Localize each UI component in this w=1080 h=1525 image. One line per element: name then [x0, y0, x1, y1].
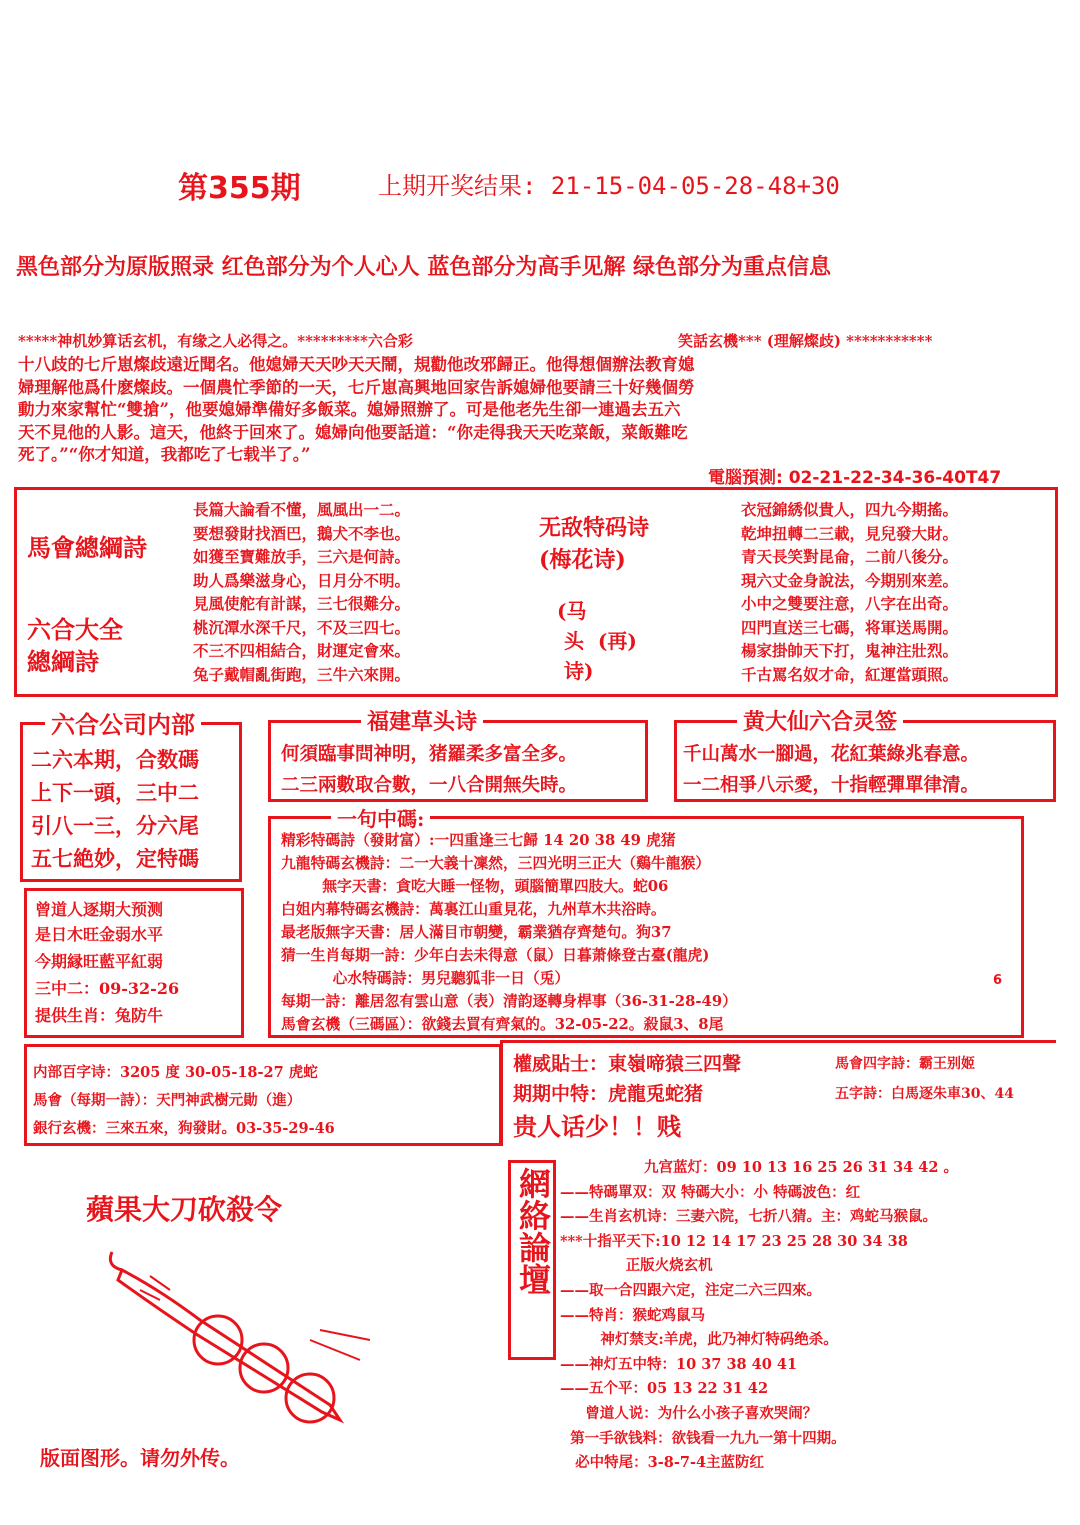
- one-line-lines: [281, 829, 737, 1036]
- one-line-item: 馬會玄機（三碼區）：欲錢去買有齊氣的。32-05-22。殺鼠3、8尾: [281, 1016, 724, 1033]
- knife-illustration-icon: [100, 1240, 400, 1430]
- zeng-line: 提供生肖：兔防牛: [35, 1006, 164, 1025]
- poem-right-line: 四門直送三七碼，将軍送馬開。: [741, 617, 959, 637]
- poem-right-line: 衣冠錦綉似貴人，四九今期搖。: [741, 500, 959, 519]
- computer-prediction: 電腦預測: 02-21-22-34-36-40T47: [708, 468, 1002, 488]
- wongtaisin-line: 千山萬水一腳過，花紅葉綠兆春意。: [683, 744, 980, 765]
- one-line-item: 無字天書：貪吃大睡一怪物，頭腦簡單四肢大。蛇06: [281, 878, 669, 895]
- poem-right: [741, 498, 958, 686]
- zeng-box: [24, 888, 244, 1038]
- one-line-item: 每期一詩：離居忽有雲山意（表）清韵逐轉身桿事（36-31-28-49）: [281, 993, 737, 1010]
- company-line: 二六本期，合数碼: [31, 747, 199, 772]
- poem-right-line: 小中之雙要注意，八字在出奇。: [741, 594, 959, 613]
- bottom-left-line: 内部百字诗：3205 度 30-05-18-27 虎蛇: [33, 1064, 318, 1081]
- poem-box-main: [14, 487, 1058, 697]
- one-line-item: 白姐内幕特碼玄機詩：萬裏江山重見花，九州草木共浴時。: [281, 901, 666, 918]
- one-line-title: 一句中碼:: [331, 803, 430, 832]
- wongtaisin-line: 一二相爭八示愛，十指輕彈單律清。: [683, 775, 980, 796]
- bottom-left-lines: [33, 1059, 335, 1143]
- poem-left: [193, 498, 410, 686]
- forum-line: 九宫蓝灯：09 10 13 16 25 26 31 34 42 。: [644, 1159, 959, 1176]
- company-line: 上下一頭，三中二: [31, 780, 199, 805]
- forum-line: 第一手欲钱料：欲钱看一九九一第十四期。: [560, 1429, 846, 1447]
- authority-tip: 權威貼士：東嶺啼猿三四聲: [513, 1053, 742, 1075]
- poem-label-liuhe: 六合大全 總綱詩: [27, 615, 123, 676]
- poem-left-line: 助人爲樂滋身心，日月分不明。: [193, 570, 411, 590]
- poem-left-line: 要想發財找酒巴，鵝犬不李也。: [193, 523, 411, 543]
- company-box: [20, 710, 242, 882]
- story-body: [18, 354, 695, 467]
- one-line-item: 猜一生肖每期一詩：少年白去未得意（鼠）日暮萧條登古臺(龍虎): [281, 947, 710, 964]
- bottom-left-line: 銀行玄機：三來五來，狗發財。03-35-29-46: [33, 1120, 335, 1137]
- four-char-poem: 馬會四字詩：霸王别姬: [835, 1056, 975, 1072]
- forum-line: ***十指平天下:10 12 14 17 23 25 28 30 34 38: [560, 1232, 908, 1250]
- one-line-item: 心水特碼詩：男兒聽狐非一日（兎）: [281, 970, 570, 987]
- zeng-title: 曾道人逐期大预测: [35, 900, 164, 919]
- forum-badge-text: 網絡論壇: [514, 1167, 552, 1295]
- zeng-line: 是日木旺金弱水平: [35, 925, 164, 944]
- zeng-line: 今期縁旺藍平紅弱: [35, 952, 164, 971]
- fujian-box: [268, 709, 648, 802]
- last-result: 上期开奖结果: 21-15-04-05-28-48+30: [378, 172, 840, 200]
- one-line-side-number: 6: [993, 973, 1003, 988]
- story-title-left: *****神机妙算话玄机，有缘之人必得之。*********六合彩: [18, 332, 413, 350]
- poem-left-line: 見風使舵有計謀，三七很難分。: [193, 594, 411, 613]
- poem-left-line: 兔子戴帽亂街跑，三牛六來開。: [193, 664, 411, 684]
- forum-line: 正版火烧玄机: [560, 1257, 713, 1275]
- poem-left-line: 長篇大論看不懂，風風出一二。: [193, 500, 411, 519]
- bottom-left-box: [24, 1044, 502, 1146]
- fujian-line: 何須臨事問神明，猪羅柔多富全多。: [281, 744, 578, 765]
- forum-line: 曾道人说：为什么小孩子喜欢哭闹？: [560, 1404, 818, 1422]
- forum-line: ——五个平：05 13 22 31 42: [560, 1380, 769, 1398]
- company-line: 五七絶妙，定特碼: [31, 846, 199, 871]
- forum-line: ——取一合四跟六定，注定二六三四來。: [560, 1281, 821, 1299]
- forum-line: ——生肖玄机诗：三妻六院，七折八猜。主：鸡蛇马猴鼠。: [560, 1208, 937, 1226]
- apple-bottom-note: 版面图形。请勿外传。: [40, 1446, 240, 1470]
- noble-saying: 贵人话少！！贱: [513, 1112, 681, 1141]
- one-line-item: 九龍特碼玄機詩：二一大義十凜然，三四光明三正大（鷄牛龍猴）: [281, 855, 711, 872]
- poem-mid-sub: (马 头 (再) 诗): [557, 599, 637, 683]
- one-line-item: 最老版無字天書：居人滿目市朝變，霸業猶存齊楚句。狗37: [281, 924, 672, 941]
- poem-right-line: 乾坤扭轉二三載，見兒發大財。: [741, 523, 959, 543]
- forum-badge: [508, 1160, 556, 1360]
- company-title: 六合公司内部: [45, 705, 201, 740]
- poem-mid-title: 无敌特码诗 (梅花诗): [539, 515, 650, 573]
- company-lines: [31, 743, 199, 875]
- poem-left-line: 不三不四相結合，財運定會來。: [193, 641, 411, 660]
- story-line: 動力來家幫忙“雙搶”，他要媳婦準備好多飯菜。媳婦照辦了。可是他老先生卻一連過去五六: [18, 400, 681, 419]
- one-line-item: 精彩特碼詩（發財富）:一四重逢三七歸 14 20 38 49 虎猪: [281, 832, 676, 849]
- every-issue-special: 期期中特：虎龍兎蛇猪: [513, 1083, 704, 1105]
- story-line: 十八歧的七斤崽燦歧遠近聞名。他媳婦天天吵天天鬧，規勸他改邪歸正。他得想個辦法教育媳: [18, 355, 695, 374]
- issue-number: 第355期: [178, 171, 301, 206]
- poem-left-line: 如獲至寶難放手，三六是何詩。: [193, 547, 411, 566]
- story-line: 死了。”“你才知道，我都吃了七载半了。”: [18, 445, 311, 464]
- apple-title: 蘋果大刀砍殺令: [86, 1193, 283, 1226]
- wongtaisin-lines: [683, 739, 979, 801]
- fujian-line: 二三兩數取合數，一八合開無失時。: [281, 775, 578, 796]
- poem-right-line: 千古罵名奴才命，紅運當頭照。: [741, 664, 959, 684]
- story-title-right: 笑話玄機*** (理解燦歧) ***********: [678, 332, 933, 350]
- forum-line: ——特碼單双：双 特碼大小：小 特碼波色：红: [560, 1183, 861, 1201]
- company-line: 引八一三，分六尾: [31, 813, 199, 838]
- poem-left-line: 桃沉潭水深千尺，不及三四七。: [193, 617, 411, 637]
- poem-right-line: 楊家掛帥天下打，鬼神注壯烈。: [741, 641, 959, 660]
- forum-lines: [560, 1156, 958, 1476]
- zeng-line: 三中二：09-32-26: [35, 979, 180, 998]
- story-line: 婦理解他爲什麽燦歧。一個農忙季節的一天，七斤崽高興地回家告訴媳婦他要請三十好幾個勞: [18, 377, 695, 397]
- forum-line: 必中特尾：3-8-7-4主蓝防红: [560, 1454, 765, 1472]
- one-line-box: [268, 807, 1024, 1038]
- bottom-left-line: 馬會（每期一詩）：天門神武樹元勛（進）: [33, 1092, 302, 1109]
- story-line: 天不見他的人影。這天，他終于回來了。媳婦向他要話道：“你走得我天天吃菜飯，菜飯難吃: [18, 422, 688, 442]
- forum-line: ——特肖：猴蛇鸡鼠马: [560, 1306, 705, 1324]
- wongtaisin-title: 黄大仙六合灵签: [737, 705, 903, 736]
- poem-label-mahui: 馬會總綱詩: [27, 533, 147, 562]
- forum-line: 神灯禁支:羊虎，此乃神灯特码绝杀。: [560, 1331, 838, 1349]
- bottom-right-box: [500, 1040, 1056, 1146]
- poem-right-line: 青天長笑對昆侖，二前八後分。: [741, 547, 959, 566]
- fujian-lines: [281, 739, 577, 801]
- fujian-title: 福建草头诗: [361, 705, 483, 736]
- wongtaisin-box: [674, 709, 1056, 802]
- color-legend: 黑色部分为原版照录 红色部分为个人心人 蓝色部分为高手见解 绿色部分为重点信息: [16, 255, 831, 280]
- five-char-poem: 五字詩：白馬逐朱車30、44: [835, 1086, 1014, 1102]
- zeng-lines: [35, 921, 179, 1029]
- poem-right-line: 現六丈金身說法，今期别來差。: [741, 570, 959, 590]
- forum-line: ——神灯五中特：10 37 38 40 41: [560, 1355, 798, 1373]
